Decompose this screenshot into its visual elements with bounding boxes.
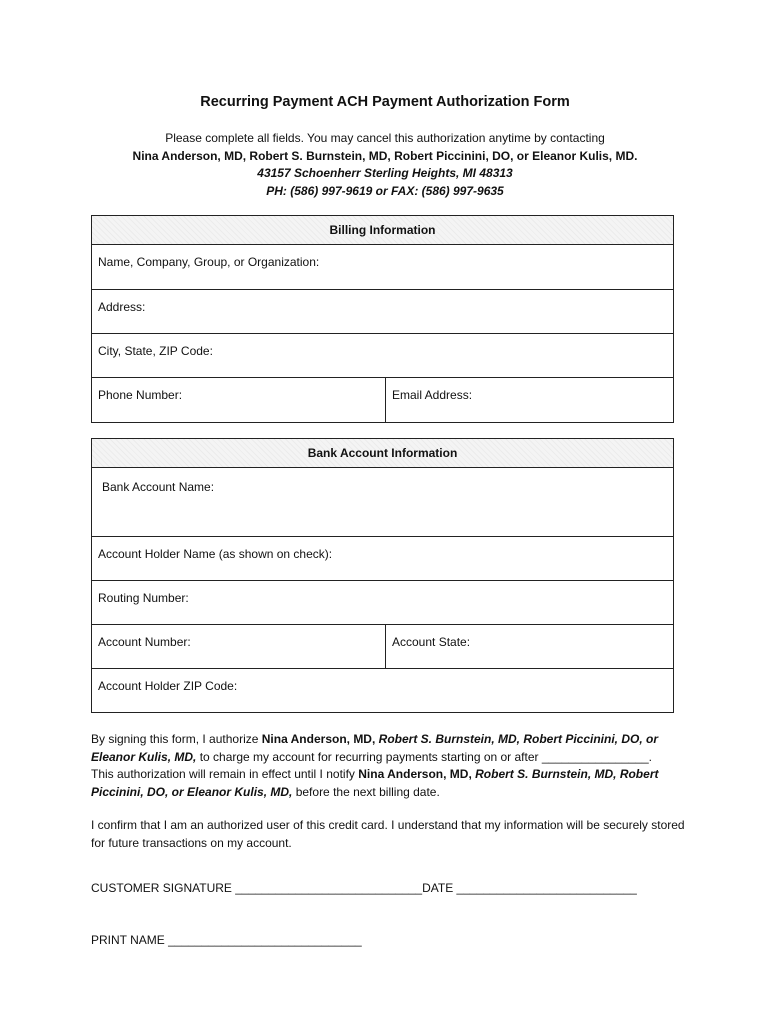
intro-phone: PH: (586) 997-9619 or FAX: (586) 997-9635: [266, 183, 504, 198]
account-holder-name-field[interactable]: [92, 537, 673, 581]
bank-account-name-field[interactable]: [92, 468, 673, 537]
auth-doctor-name-3: Nina Anderson, MD,: [358, 767, 476, 781]
billing-phone-label: Phone Number:: [98, 388, 183, 402]
authorization-paragraph: [91, 731, 691, 801]
account-holder-zip-field[interactable]: [92, 669, 673, 712]
routing-number-label: Routing Number:: [98, 591, 189, 605]
billing-address-label: Address:: [98, 300, 146, 314]
billing-email-field[interactable]: [386, 378, 673, 422]
account-number-row: [92, 625, 673, 669]
billing-contact-row: [92, 378, 673, 422]
auth-doctor-names-4: Robert S. Burnstein, MD, Robert Piccinini, DO, or Eleanor Kulis, MD,: [91, 767, 659, 799]
confirmation-paragraph: I confirm that I am an authorized user of this credit card. I understand that my information will be securely stored for future transactions on my account.: [91, 818, 685, 850]
form-title: Recurring Payment ACH Payment Authorization Form: [200, 94, 570, 110]
auth-text-2: to charge my account for recurring payments starting on or after ________________.: [196, 749, 652, 764]
customer-signature-line[interactable]: CUSTOMER SIGNATURE ____________________________DATE ___________________________: [91, 881, 637, 895]
intro-instructions: Please complete all fields. You may cancel this authorization anytime by contacting: [165, 131, 605, 145]
routing-number-field[interactable]: [92, 581, 673, 625]
billing-address-field[interactable]: [92, 290, 673, 334]
intro-address: 43157 Schoenherr Sterling Heights, MI 48313: [257, 166, 513, 180]
bank-header: Bank Account Information: [92, 439, 673, 468]
billing-email-label: Email Address:: [392, 388, 473, 402]
print-name-line[interactable]: PRINT NAME _____________________________: [91, 933, 362, 947]
intro-doctors: Nina Anderson, MD, Robert S. Burnstein, MD, Robert Piccinini, DO, or Eleanor Kulis, MD.: [132, 148, 638, 163]
bank-account-information-table: [91, 438, 674, 713]
auth-doctor-names-2: Robert S. Burnstein, MD, Robert Piccinini, DO, or Eleanor Kulis, MD,: [91, 732, 659, 764]
auth-text-1: By signing this form, I authorize: [91, 732, 262, 746]
account-holder-name-label: Account Holder Name (as shown on check):: [98, 547, 333, 561]
account-state-label: Account State:: [392, 635, 471, 649]
billing-information-table: [91, 215, 674, 423]
auth-text-4: before the next billing date.: [292, 784, 440, 799]
auth-text-3: This authorization will remain in effect until I notify: [91, 767, 359, 781]
auth-doctor-name-1: Nina Anderson, MD,: [261, 732, 379, 746]
intro-block: [0, 130, 770, 200]
billing-name-field[interactable]: [92, 245, 673, 290]
account-number-label: Account Number:: [98, 635, 191, 649]
account-state-field[interactable]: [386, 625, 673, 668]
billing-header: Billing Information: [92, 216, 673, 245]
billing-name-label: Name, Company, Group, or Organization:: [98, 255, 320, 269]
account-number-field[interactable]: [92, 625, 386, 668]
account-holder-zip-label: Account Holder ZIP Code:: [98, 679, 238, 693]
bank-account-name-label: Bank Account Name:: [102, 480, 215, 494]
billing-city-field[interactable]: [92, 334, 673, 378]
billing-city-label: City, State, ZIP Code:: [98, 344, 213, 358]
billing-phone-field[interactable]: [92, 378, 386, 422]
